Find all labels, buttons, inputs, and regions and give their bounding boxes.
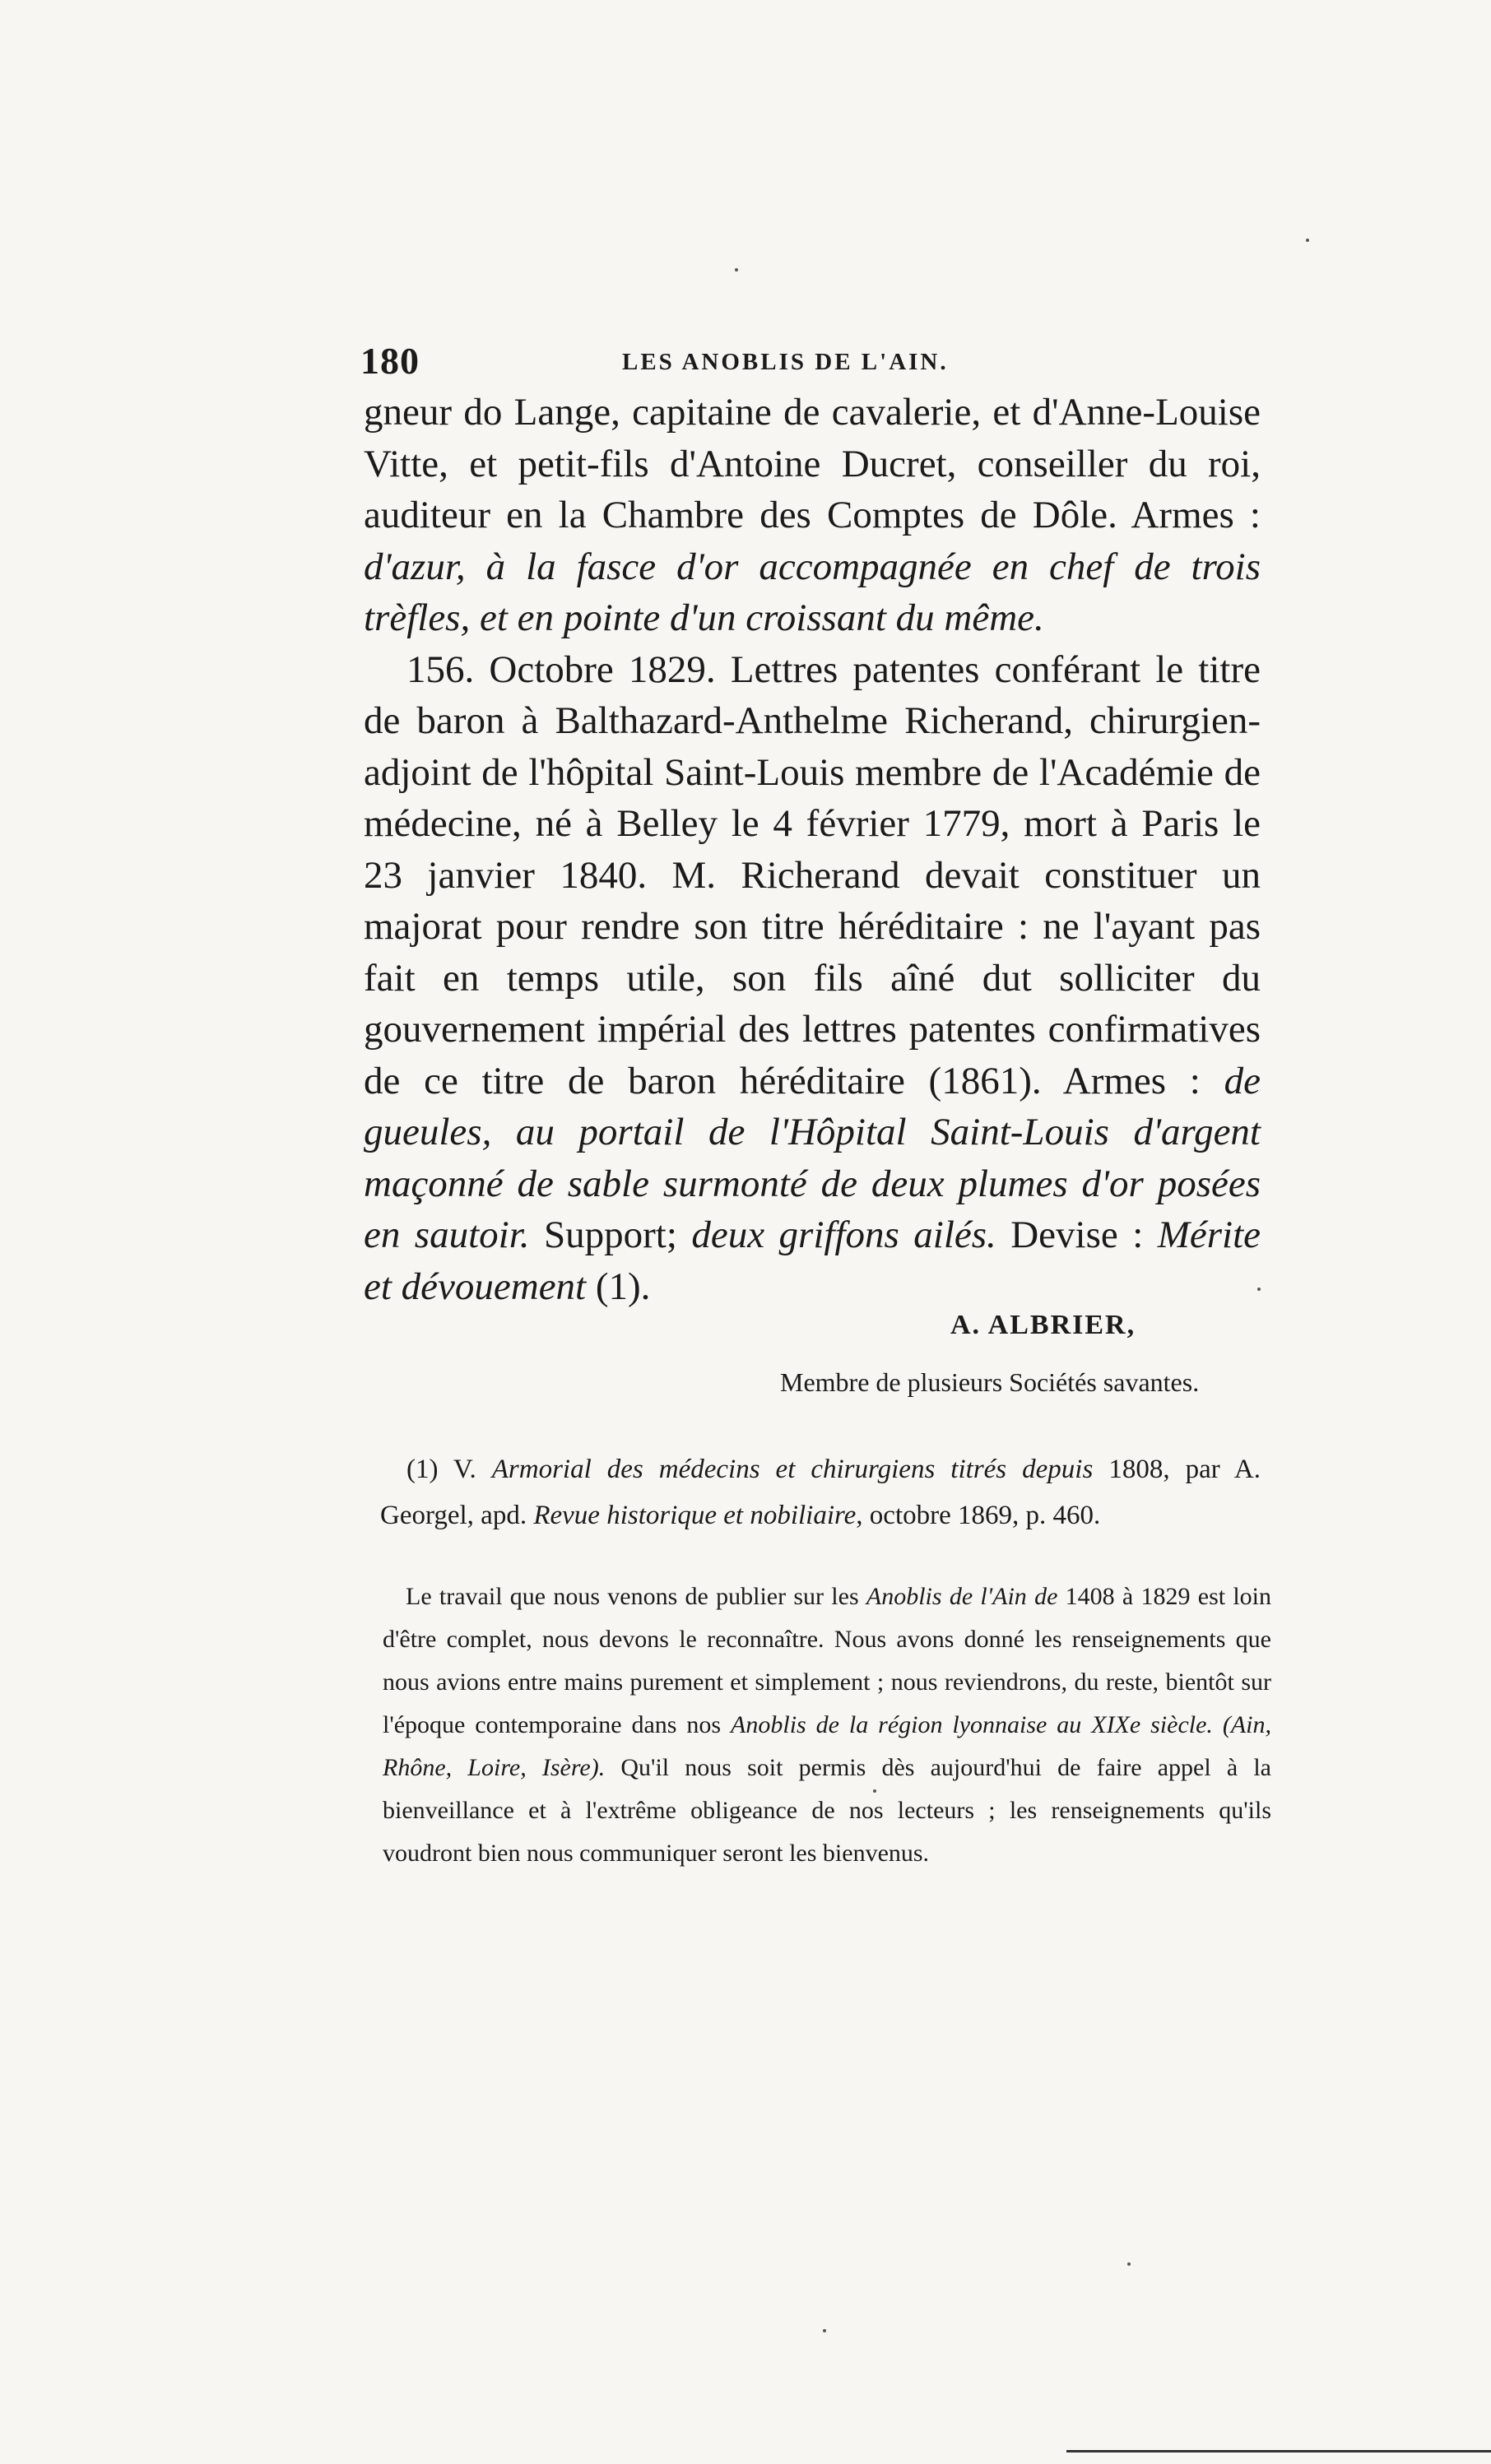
- scan-speck: [873, 1789, 876, 1793]
- author-signature: A. ALBRIER,: [950, 1310, 1136, 1340]
- footnote-journal: Revue historique et nobiliaire: [533, 1501, 857, 1530]
- scan-speck: [1306, 239, 1309, 242]
- footnote-text: 1808, par A. Georgel, apd.: [380, 1455, 1261, 1530]
- scan-speck: [823, 2329, 826, 2332]
- footnote-ref: (1).: [586, 1264, 651, 1308]
- entry-text: 156. Octobre 1829. Lettres patentes conférant le titre de baron à Balthazard-Anthelme Richerand, chirurgien-adjoint de l'hôpital Saint-Louis membre de l'Académie de médecine, né à Belley le 4 février 1779, mort à Paris le 23 janvier 1840. M. Richerand devait constituer un majorat pour rendre son titre héréditaire : ne l'ayant pas fait en temps utile, son fils aîné dut solliciter du gouvernement impérial des lettres patentes confirmatives de ce titre de baron héréditaire (1861). Armes :: [364, 647, 1261, 1102]
- running-title: LES ANOBLIS DE L'AIN.: [622, 349, 949, 375]
- motto-label: Devise :: [996, 1213, 1158, 1256]
- arms-blazon: d'azur, à la fasce d'or accompagnée en chef de trois trèfles, et en pointe d'un croissant du même.: [364, 545, 1261, 639]
- afterword-note: [383, 1575, 1271, 1875]
- scan-speck: [735, 268, 738, 271]
- footnote-prefix: (1) V.: [406, 1455, 492, 1484]
- footnote: [380, 1446, 1261, 1538]
- motto-text: Mérite et dévouement: [364, 1213, 1261, 1308]
- footnote-title: Armorial des médecins et chirurgiens titrés depuis: [491, 1455, 1094, 1484]
- arms-blazon: de gueules, au portail de l'Hôpital Saint-Louis d'argent maçonné de sable surmonté de deux plumes d'or posées en sautoir.: [364, 1059, 1261, 1256]
- support-label: Support;: [529, 1213, 692, 1256]
- entry-156: [364, 644, 1261, 1313]
- afterword-italic: Anoblis de l'Ain de: [866, 1583, 1058, 1610]
- afterword-text: 1408 à 1829 est loin d'être complet, nous devons le reconnaître. Nous avons donné les renseignements que nous avions entre mains purement et simplement ; nous reviendrons, du reste, bientôt sur l'époque contemporaine dans nos: [383, 1583, 1272, 1738]
- scan-speck: [1257, 1288, 1261, 1291]
- author-role: Membre de plusieurs Sociétés savantes.: [780, 1367, 1200, 1397]
- page-header: [360, 339, 1274, 388]
- afterword-text: Le travail que nous venons de publier sur les: [406, 1583, 866, 1610]
- paragraph-text: gneur do Lange, capitaine de cavalerie, et d'Anne-Louise Vitte, et petit-fils d'Antoine Ducret, conseiller du roi, auditeur en la Chambre des Comptes de Dôle. Armes :: [364, 391, 1261, 536]
- bottom-edge-rule: [1066, 2450, 1491, 2452]
- paragraph-continuation: [364, 387, 1261, 644]
- afterword-italic: Anoblis de la région lyonnaise au XIXe siècle. (Ain, Rhône, Loire, Isère).: [383, 1711, 1271, 1781]
- page-number: 180: [360, 340, 420, 382]
- scan-speck: [1127, 2262, 1131, 2266]
- main-text: [364, 387, 1261, 1312]
- support-text: deux griffons ailés.: [691, 1213, 996, 1256]
- afterword-text: Qu'il nous soit permis dès aujourd'hui de faire appel à la bienveillance et à l'extrême obligeance de nos lecteurs ; les renseignements qu'ils voudront bien nous communiquer seront les bienvenus.: [383, 1754, 1271, 1867]
- footnote-text: , octobre 1869, p. 460.: [856, 1501, 1101, 1530]
